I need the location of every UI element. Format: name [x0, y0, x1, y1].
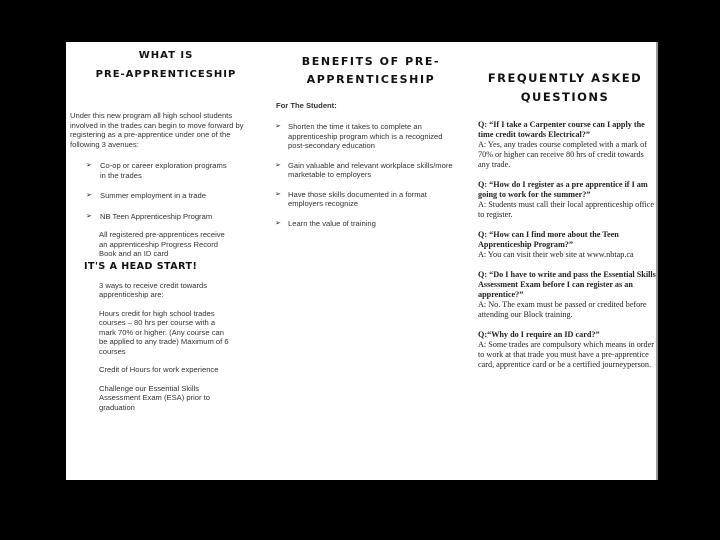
- arrow-bullet-icon: ➢: [86, 162, 92, 169]
- what-is-title-line1: WHAT IS: [138, 50, 194, 61]
- faq-item: [478, 120, 656, 170]
- way-hours-credit: Hours credit for high school trades courses – 80 hrs per course with a mark 70% or higher. (Any course can be applied to any trade) Maximum of 6 courses: [99, 308, 229, 356]
- what-is-title-line2: PRE-APPRENTICESHIP: [95, 69, 237, 80]
- faq-heading: [474, 69, 656, 107]
- arrow-bullet-icon: ➢: [275, 123, 281, 130]
- list-item: ➢ Co-op or career exploration programs in the trades: [86, 161, 227, 180]
- arrow-bullet-icon: ➢: [275, 219, 281, 227]
- benefits-list: [271, 122, 471, 228]
- ways-intro: 3 ways to receive credit towards apprenticeship are:: [99, 280, 208, 299]
- benefits-title-line1: BENEFITS OF PRE-: [301, 55, 441, 68]
- list-item: ➢ Gain valuable and relevant workplace skills/more marketable to employers: [275, 160, 453, 179]
- list-item: ➢ Summer employment in a trade: [86, 191, 206, 200]
- way-work-experience: Credit of Hours for work experience: [99, 365, 219, 374]
- faq-answer: A: You can visit their web site at www.nbtap.ca: [478, 250, 634, 259]
- faq-question: Q: “How do I register as a pre apprentice if I am going to work for the summer?”: [478, 180, 648, 199]
- what-is-heading: [66, 46, 266, 84]
- faq-answer: A: No. The exam must be passed or credited before attending our Block training.: [478, 300, 647, 319]
- faq-question: Q:“Why do I require an ID card?”: [478, 330, 600, 339]
- arrow-bullet-icon: ➢: [86, 192, 92, 199]
- faq-question: Q: “Do I have to write and pass the Essential Skills Assessment Exam before I can register as an apprentice?”: [478, 270, 656, 299]
- faq-column: [474, 42, 656, 370]
- faq-item: [478, 180, 656, 220]
- what-is-column: [66, 42, 266, 412]
- faq-item: [478, 230, 656, 260]
- benefits-heading: [271, 53, 471, 89]
- way-esa-exam: Challenge our Essential Skills Assessment Exam (ESA) prior to graduation: [99, 383, 210, 412]
- faq-answer: A: Some trades are compulsory which means in order to work at that trade you must have a pre-apprentice card, apprentice card or be a certified journeyperson.: [478, 340, 654, 369]
- avenues-list: [66, 161, 266, 221]
- arrow-bullet-icon: ➢: [275, 161, 281, 169]
- faq-answer: A: Students must call their local apprenticeship office to register.: [478, 200, 655, 219]
- list-item: ➢ Have those skills documented in a format employers recognize: [275, 189, 427, 208]
- registered-note: All registered pre-apprentices receive an apprenticeship Progress Record Book and an ID card: [99, 230, 225, 258]
- brochure-page: [66, 42, 658, 480]
- faq-title-line1: FREQUENTLY ASKED: [487, 71, 643, 85]
- intro-paragraph: Under this new program all high school students involved in the trades can begin to move forward by registering as a pre-apprentice under one of the following 3 avenues:: [70, 111, 244, 149]
- faq-question: Q: “If I take a Carpenter course can I apply the time credit towards Electrical?”: [478, 120, 645, 139]
- faq-question: Q: “How can I find more about the Teen Apprenticeship Program?”: [478, 230, 619, 249]
- benefits-column: [271, 42, 471, 238]
- faq-answer: A: Yes, any trades course completed with a mark of 70% or higher can receive 80 hrs of credit towards any trade.: [478, 140, 647, 169]
- faq-title-line2: QUESTIONS: [520, 90, 610, 104]
- arrow-bullet-icon: ➢: [275, 190, 281, 198]
- arrow-bullet-icon: ➢: [86, 212, 92, 220]
- faq-item: [478, 330, 656, 370]
- head-start-heading: IT'S A HEAD START!: [84, 260, 198, 272]
- list-item: ➢ NB Teen Apprenticeship Program: [86, 211, 213, 221]
- list-item: ➢ Shorten the time it takes to complete an apprenticeship program which is a recognized post-secondary education: [275, 122, 443, 150]
- benefits-title-line2: APPRENTICESHIP: [306, 73, 436, 86]
- for-student-subtitle: For The Student:: [276, 101, 337, 110]
- faq-item: [478, 270, 656, 320]
- list-item: ➢ Learn the value of training: [275, 218, 376, 228]
